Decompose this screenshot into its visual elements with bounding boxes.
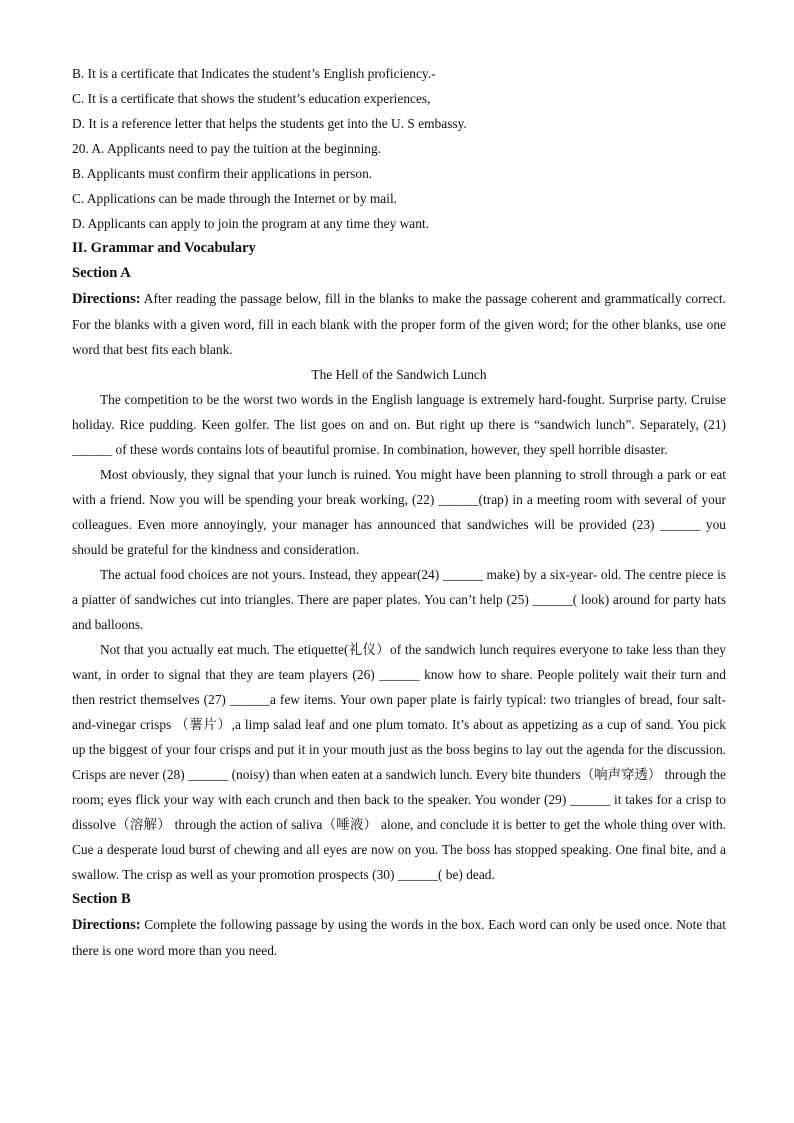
directions-label: Directions: <box>72 917 141 933</box>
option-19-b: B. It is a certificate that Indicates the student’s English proficiency.- <box>72 66 436 81</box>
passage-paragraph-3: The actual food choices are not yours. Instead, they appear(24) ______ make) by a six-year- old. The centre piece is a piatter of sandwiches cut into triangles. There are paper plates. You can’t help (25) ______( look) around for party hats and balloons. <box>72 567 726 632</box>
previous-question-options <box>72 61 726 236</box>
passage-paragraph-4: Not that you actually eat much. The etiquette(礼仪）of the sandwich lunch requires everyone to take less than they want, in order to signal that they are team players (26) ______ know how to share. People politely wait their turn and then restrict themselves (27) ______a few items. Your own paper plate is fairly typical: two triangles of bread, four salt-and-vinegar crisps （薯片）,a limp salad leaf and one plum tomato. It’s about as appetizing as a cup of sand. You pick up the biggest of your four crisps and put it in your mouth just as the boss begins to lay out the agenda for the discussion. Crisps are never (28) ______ (noisy) than when eaten at a sandwich lunch. Every bite thunders（响声穿透） through the room; eyes flick your way with each crunch and then back to the speaker. You wonder (29) ______ it takes for a crisp to dissolve（溶解） through the action of saliva（唾液） alone, and conclude it is better to get the whole thing over with. Cue a desperate loud burst of chewing and all eyes are now on you. The boss has stopped speaking. One final bite, and a swallow. The crisp as well as your promotion prospects (30) ______( be) dead. <box>72 642 726 882</box>
section-a-directions <box>72 286 726 362</box>
option-19-c: C. It is a certificate that shows the student’s education experiences, <box>72 91 431 106</box>
passage-paragraph-2: Most obviously, they signal that your lunch is ruined. You might have been planning to stroll through a park or eat with a friend. Now you will be spending your break working, (22) ______(trap) in a meeting room with several of your colleagues. Even more annoyingly, your manager has announced that sandwiches will be provided (23) ______ you should be grateful for the kindness and consideration. <box>72 467 726 557</box>
passage-paragraph-1: The competition to be the worst two words in the English language is extremely hard-fought. Surprise party. Cruise holiday. Rice pudding. Keen golfer. The list goes on and on. But right up there is “sandwich lunch”. Separately, (21) ______ of these words contains lots of beautiful promise. In combination, however, they spell horrible disaster. <box>72 392 726 457</box>
option-20-b: B. Applicants must confirm their applications in person. <box>72 166 373 181</box>
section-b-heading: Section B <box>72 891 131 907</box>
directions-text: Complete the following passage by using the words in the box. Each word can only be used once. Note that there is one word more than you need. <box>72 917 726 958</box>
question-20-option-a: 20. A. Applicants need to pay the tuition at the beginning. <box>72 141 382 156</box>
option-20-c: C. Applications can be made through the Internet or by mail. <box>72 191 398 206</box>
option-19-d: D. It is a reference letter that helps the students get into the U. S embassy. <box>72 116 467 131</box>
document-page <box>72 61 726 963</box>
option-20-d: D. Applicants can apply to join the program at any time they want. <box>72 216 429 231</box>
part-heading: II. Grammar and Vocabulary <box>72 240 256 256</box>
directions-label: Directions: <box>72 291 141 307</box>
section-b-directions <box>72 912 726 963</box>
section-a-heading: Section A <box>72 265 131 281</box>
passage-title: The Hell of the Sandwich Lunch <box>311 367 487 382</box>
directions-text: After reading the passage below, fill in the blanks to make the passage coherent and grammatically correct. For the blanks with a given word, fill in each blank with the proper form of the given word; for the other blanks, use one word that best fits each blank. <box>72 291 726 357</box>
